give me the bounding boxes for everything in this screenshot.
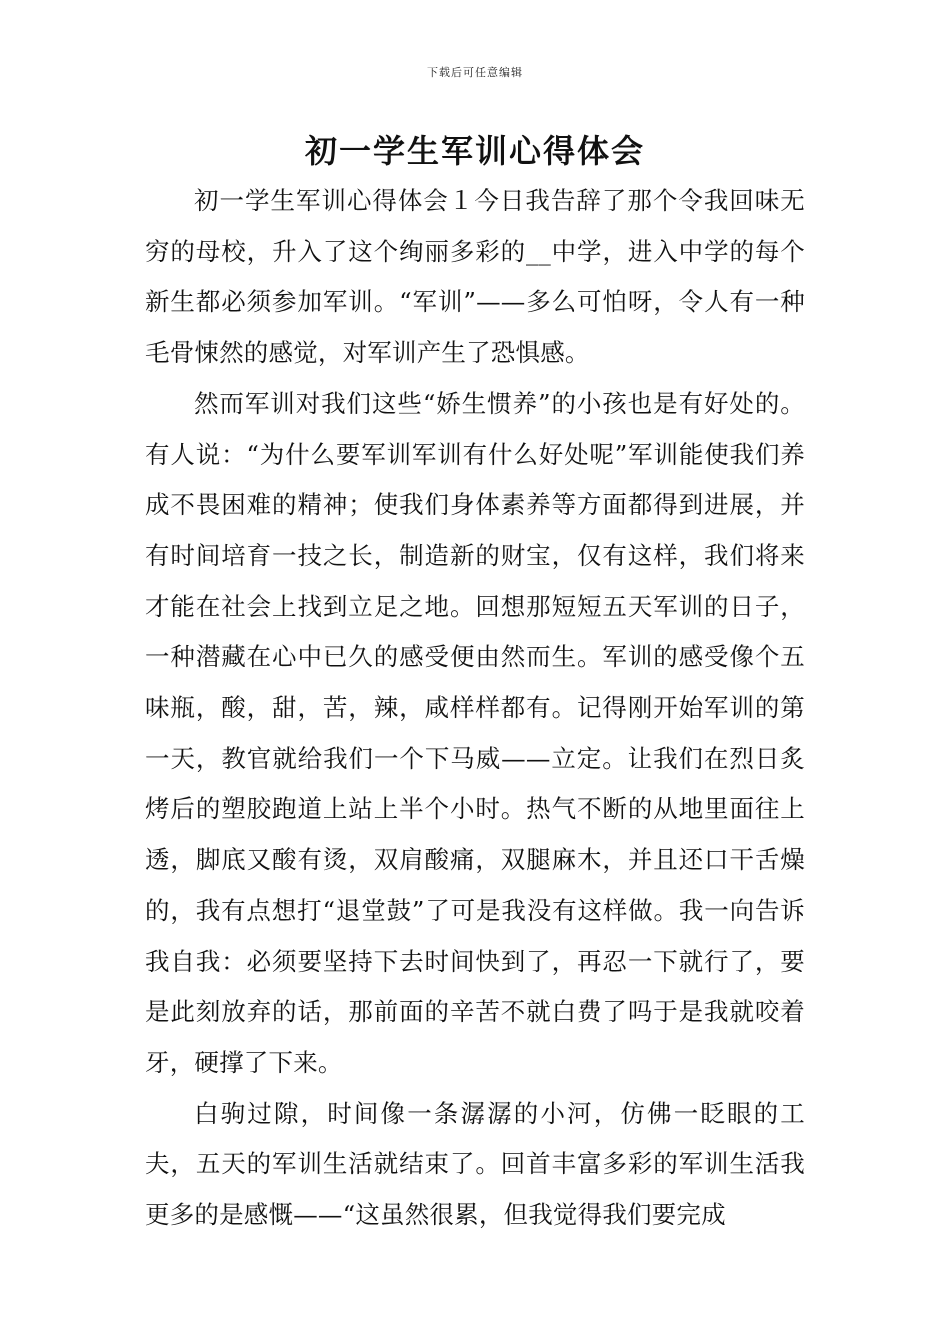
document-body: [145, 176, 805, 1241]
document-title: 初一学生军训心得体会: [304, 132, 645, 170]
paragraph: 初一学生军训心得体会１今日我告辞了那个令我回味无穷的母校，升入了这个绚丽多彩的__中学，进入中学的每个新生都必须参加军训。“军训”——多么可怕呀，令人有一种毛骨悚然的感觉，对军训产生了恐惧感。: [145, 186, 805, 368]
header-note: 下载后可任意编辑: [427, 66, 523, 79]
paragraph: 白驹过隙，时间像一条潺潺的小河，仿佛一眨眼的工夫，五天的军训生活就结束了。回首丰富多彩的军训生活我更多的是感慨——“这虽然很累，但我觉得我们要完成: [145, 1098, 805, 1230]
paragraph: 然而军训对我们这些“娇生惯养”的小孩也是有好处的。有人说：“为什么要军训军训有什么好处呢”军训能使我们养成不畏困难的精神；使我们身体素养等方面都得到进展，并有时间培育一技之长，制造新的财宝，仅有这样，我们将来才能在社会上找到立足之地。回想那短短五天军训的日子，一种潜藏在心中已久的感受便由然而生。军训的感受像个五味瓶，酸，甜，苦，辣，咸样样都有。记得刚开始军训的第一天，教官就给我们一个下马威——立定。让我们在烈日炙烤后的塑胶跑道上站上半个小时。热气不断的从地里面往上透，脚底又酸有烫，双肩酸痛，双腿麻木，并且还口干舌燥的，我有点想打“退堂鼓”了可是我没有这样做。我一向告诉我自我：必须要坚持下去时间快到了，再忍一下就行了，要是此刻放弃的话，那前面的辛苦不就白费了吗于是我就咬着牙，硬撑了下来。: [145, 388, 805, 1077]
